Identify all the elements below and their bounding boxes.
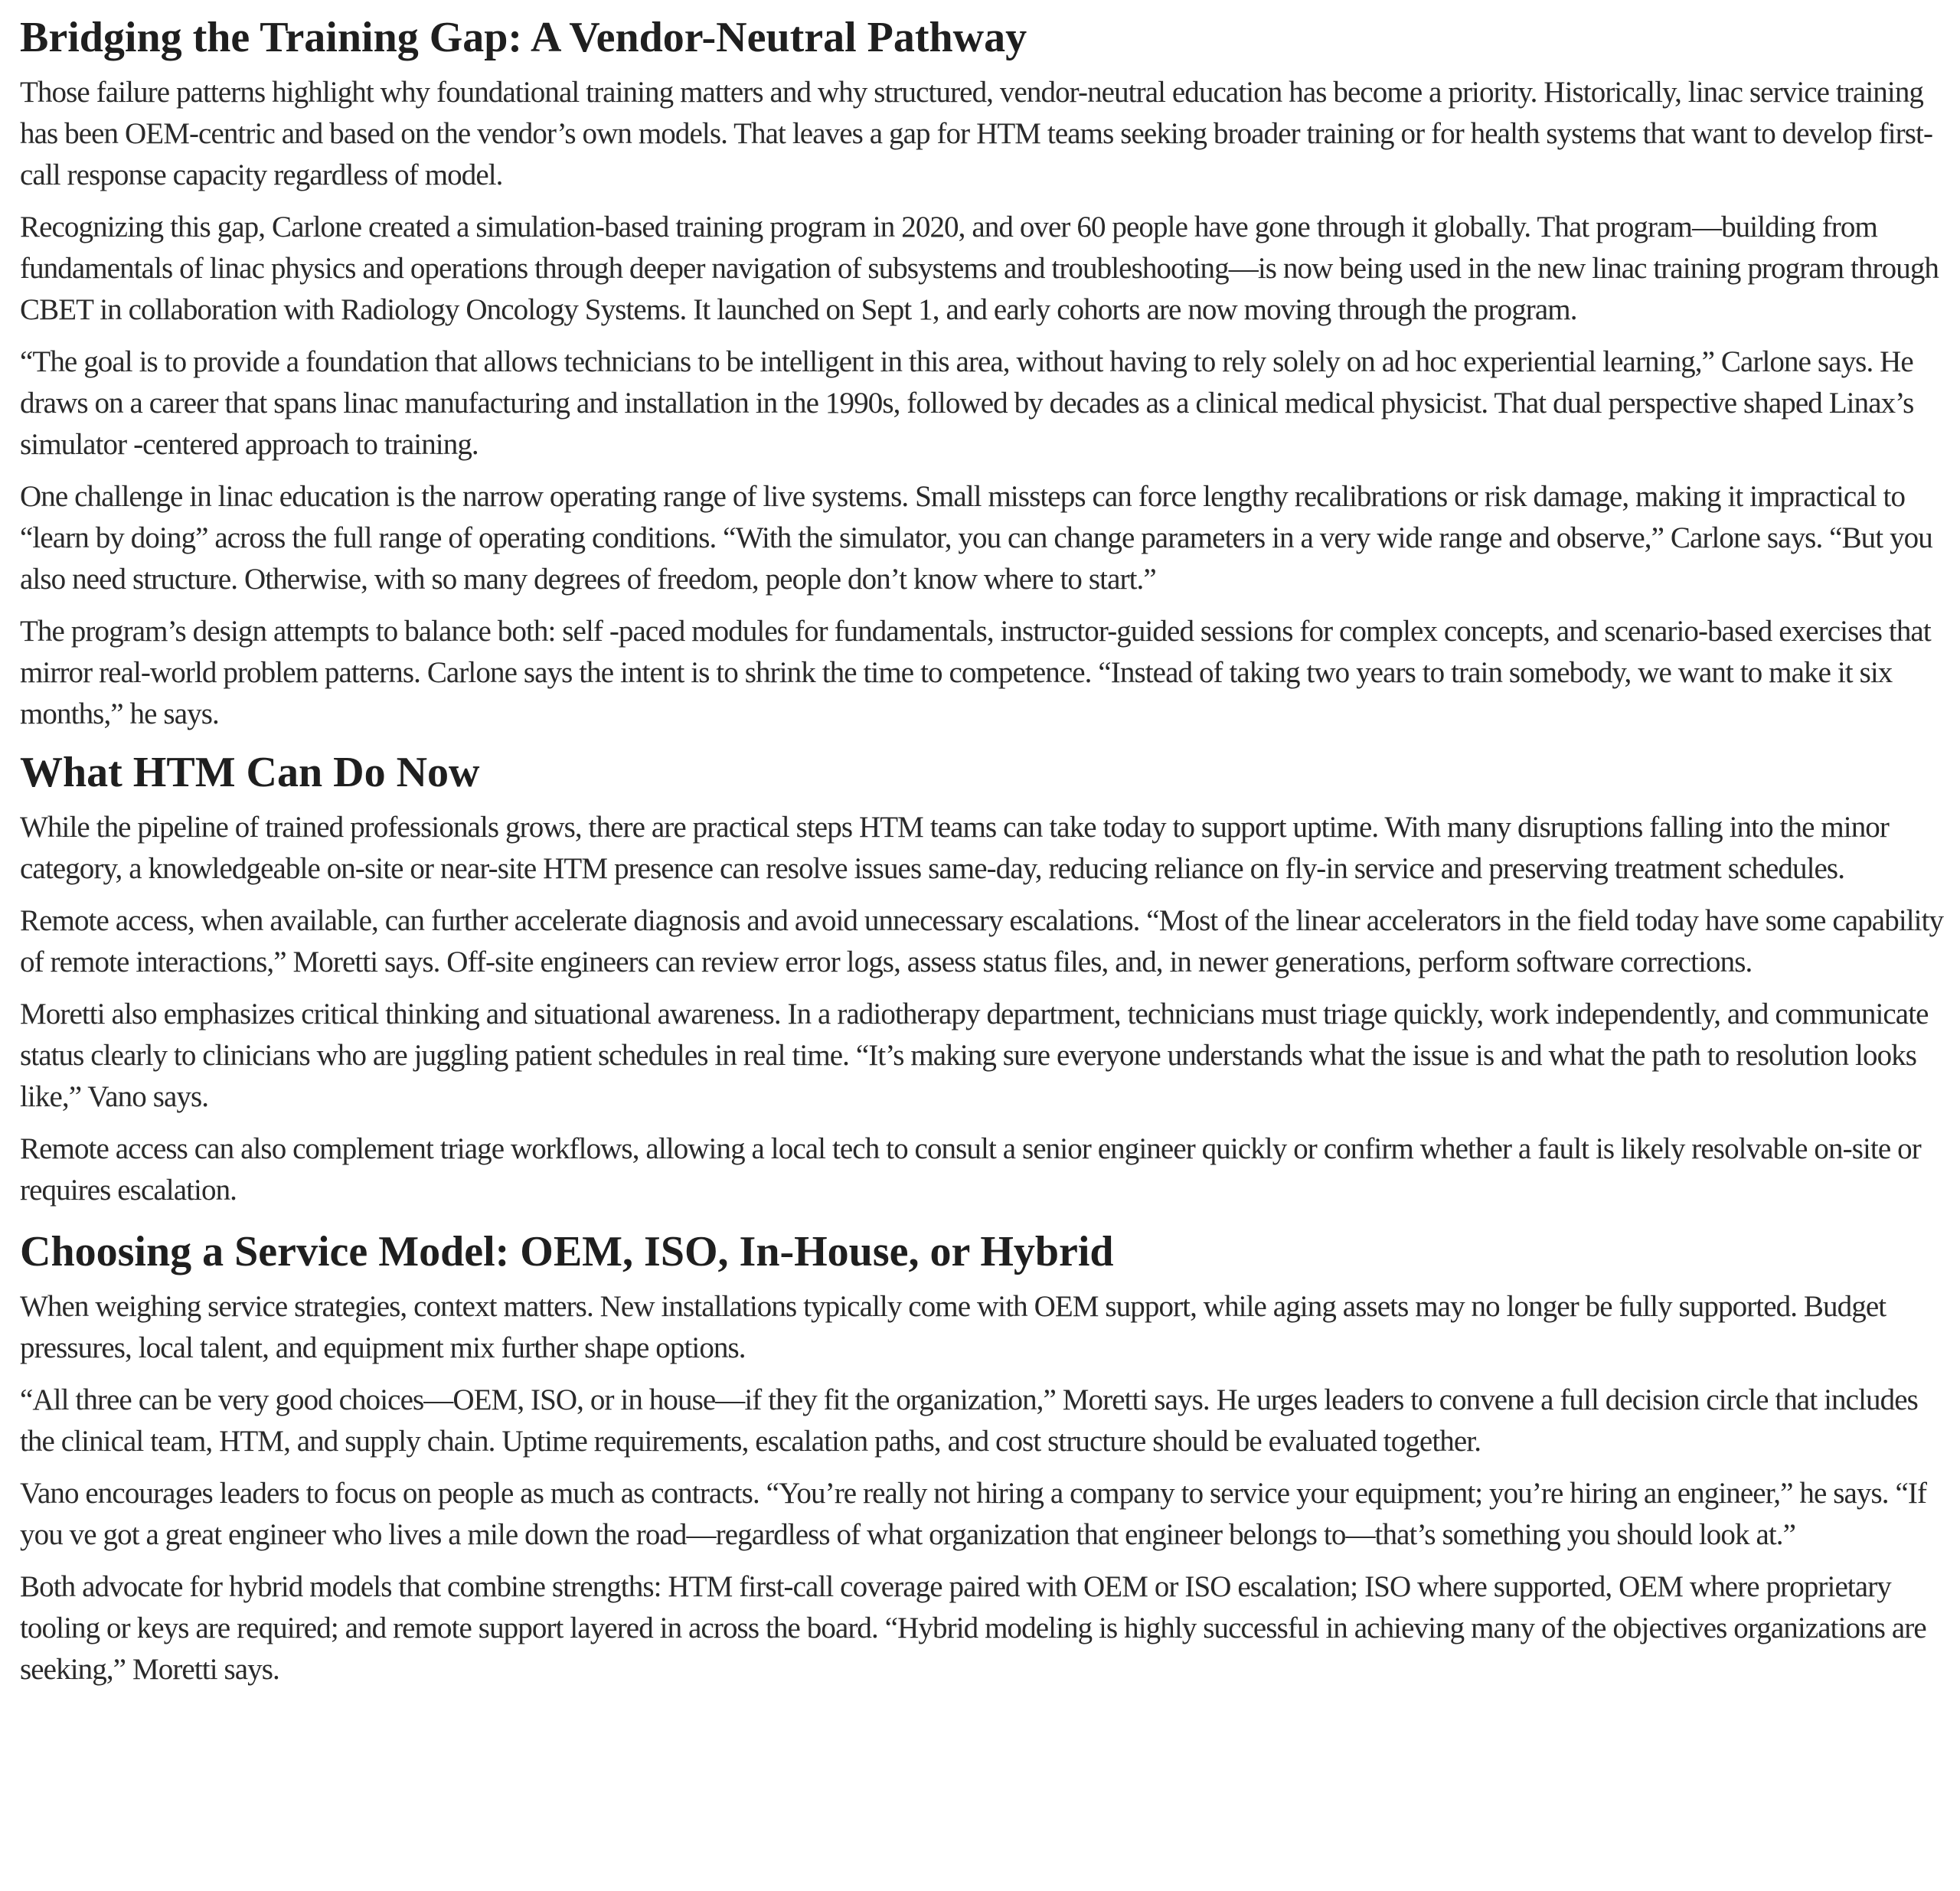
paragraph: Both advocate for hybrid models that combine strengths: HTM first-call coverage paired with OEM or ISO escalation; ISO where supported, OEM where proprietary tooling or keys are required; and remote support layered in across the board. “Hybrid modeling is highly successful in achieving many of the objectives organizations are seeking,” Moretti says. <box>20 1570 1926 1686</box>
paragraph: When weighing service strategies, context matters. New installations typically come with OEM support, while aging assets may no longer be fully supported. Budget pressures, local talent, and equipment mix further shape options. <box>20 1290 1886 1364</box>
section-heading: What HTM Can Do Now <box>20 749 480 796</box>
paragraph: The program’s design attempts to balance both: self -paced modules for fundamentals, instructor-guided sessions for complex concepts, and scenario-based exercises that mirror real-world problem patterns. Carlone says the intent is to shrink the time to competence. “Instead of taking two years to train somebody, we want to make it six months,” he says. <box>20 615 1931 730</box>
article-body <box>20 11 1949 1701</box>
section-what-htm-can-do <box>20 746 1949 1211</box>
section-heading: Bridging the Training Gap: A Vendor-Neutral Pathway <box>20 14 1027 61</box>
section-service-model <box>20 1225 1949 1690</box>
section-heading: Choosing a Service Model: OEM, ISO, In-House, or Hybrid <box>20 1228 1114 1275</box>
paragraph: While the pipeline of trained professionals grows, there are practical steps HTM teams can take today to support uptime. With many disruptions falling into the minor category, a knowledgeable on-site or near-site HTM presence can resolve issues same-day, reducing reliance on fly-in service and preserving treatment schedules. <box>20 811 1889 885</box>
section-training-gap <box>20 11 1949 735</box>
paragraph: Remote access, when available, can further accelerate diagnosis and avoid unnecessary escalations. “Most of the linear accelerators in the field today have some capability of remote interactions,” Moretti says. Off-site engineers can review error logs, assess status files, and, in newer generations, perform software corrections. <box>20 904 1944 978</box>
paragraph: One challenge in linac education is the narrow operating range of live systems. Small missteps can force lengthy recalibrations or risk damage, making it impractical to “learn by doing” across the full range of operating conditions. “With the simulator, you can change parameters in a very wide range and observe,” Carlone says. “But you also need structure. Otherwise, with so many degrees of freedom, people don’t know where to start.” <box>20 480 1932 596</box>
paragraph: Moretti also emphasizes critical thinking and situational awareness. In a radiotherapy department, technicians must triage quickly, work independently, and communicate status clearly to clinicians who are juggling patient schedules in real time. “It’s making sure everyone understands what the issue is and what the path to resolution looks like,” Vano says. <box>20 998 1929 1113</box>
paragraph: “All three can be very good choices—OEM, ISO, or in house—if they fit the organization,” Moretti says. He urges leaders to convene a full decision circle that includes the clinical team, HTM, and supply chain. Uptime requirements, escalation paths, and cost structure should be evaluated together. <box>20 1383 1918 1458</box>
paragraph: “The goal is to provide a foundation that allows technicians to be intelligent in this area, without having to rely solely on ad hoc experiential learning,” Carlone says. He draws on a career that spans linac manufacturing and installation in the 1990s, followed by decades as a clinical medical physicist. That dual perspective shaped Linax’s simulator -centered approach to training. <box>20 345 1914 461</box>
paragraph: Vano encourages leaders to focus on people as much as contracts. “You’re really not hiring a company to service your equipment; you’re hiring an engineer,” he says. “If you ve got a great engineer who lives a mile down the road—regardless of what organization that engineer belongs to—that’s something you should look at.” <box>20 1477 1927 1551</box>
paragraph: Those failure patterns highlight why foundational training matters and why structured, vendor-neutral education has become a priority. Historically, linac service training has been OEM-centric and based on the vendor’s own models. That leaves a gap for HTM teams seeking broader training or for health systems that want to develop first-call response capacity regardless of model. <box>20 76 1933 191</box>
paragraph: Remote access can also complement triage workflows, allowing a local tech to consult a senior engineer quickly or confirm whether a fault is likely resolvable on-site or requires escalation. <box>20 1132 1921 1207</box>
paragraph: Recognizing this gap, Carlone created a simulation-based training program in 2020, and over 60 people have gone through it globally. That program—building from fundamentals of linac physics and operations through deeper navigation of subsystems and troubleshooting—is now being used in the new linac training program through CBET in collaboration with Radiology Oncology Systems. It launched on Sept 1, and early cohorts are now moving through the program. <box>20 211 1939 326</box>
